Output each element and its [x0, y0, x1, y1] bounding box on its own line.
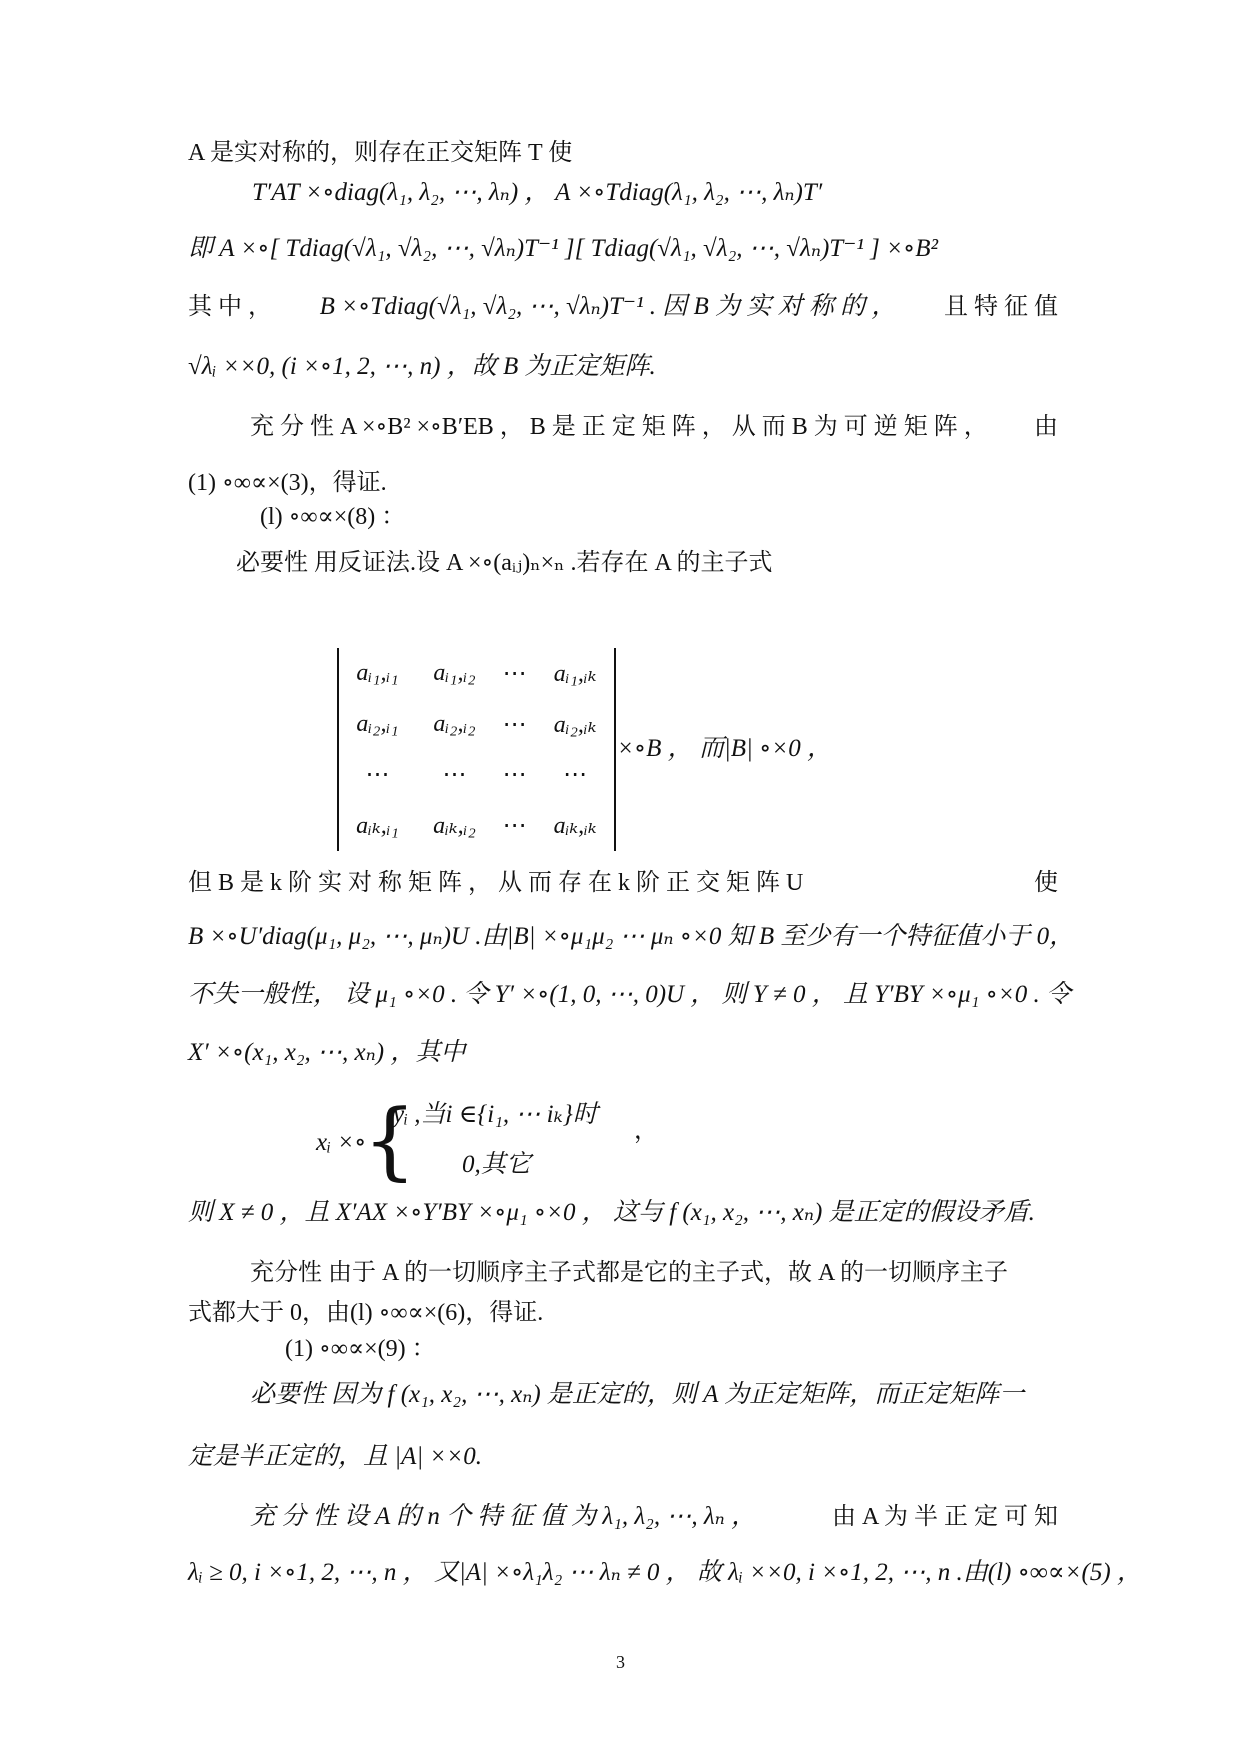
matrix-cell: aᵢₖ,ᵢ₂: [433, 813, 476, 840]
formula-fragment: xᵢ ×∘: [316, 1129, 367, 1156]
text-line: (1) ∘∞∝×(9) ：: [285, 1336, 436, 1362]
text-line: 式都大于 0，由(l) ∘∞∝×(6)，得证.: [188, 1300, 544, 1326]
text-fragment: 且 特 征 值: [944, 294, 1058, 320]
formula-fragment: 充 分 性 设 A 的 n 个 特 征 值 为 λ₁, λ₂, ⋯, λₙ ，: [250, 1503, 757, 1530]
formula-line: T′AT ×∘diag(λ₁, λ₂, ⋯, λₙ) ， A ×∘Tdiag(λ₁, λ₂, ⋯, λₙ)T′: [252, 179, 823, 206]
matrix-cell: aᵢ₁,ᵢ₂: [433, 659, 476, 686]
text-line: A 是实对称的，则存在正交矩阵 T 使: [188, 140, 573, 166]
formula-line: 必要性 因为 f (x₁, x₂, ⋯, xₙ) 是正定的，则 A 为正定矩阵，而正定矩阵一: [250, 1381, 1025, 1408]
formula-line: 不失一般性， 设 μ₁ ∘×0 . 令 Y′ ×∘(1, 0, ⋯, 0)U ， 则 Y ≠ 0 ， 且 Y′BY ×∘μ₁ ∘×0 . 令: [188, 981, 1071, 1008]
formula-line: 即 A ×∘[ Tdiag(√λ₁, √λ₂, ⋯, √λₙ)T⁻¹ ][ Tdiag(√λ₁, √λ₂, ⋯, √λₙ)T⁻¹ ] ×∘B²: [188, 235, 939, 262]
text-line: [250, 1500, 1058, 1534]
matrix-cell: ⋯: [365, 762, 390, 789]
text-line: (1) ∘∞∝×(3)，得证.: [188, 470, 387, 496]
text-fragment: 由 A 为 半 正 定 可 知: [831, 1504, 1058, 1530]
text-line: [250, 410, 1058, 444]
matrix-cell: aᵢ₂,ᵢₖ: [553, 711, 597, 738]
brace-glyph: {: [363, 1091, 417, 1189]
matrix-cell: ⋯: [502, 762, 527, 789]
text-line: (l) ∘∞∝×(8) ：: [260, 504, 406, 530]
formula-line: √λᵢ ××0, (i ×∘1, 2, ⋯, n) ，故 B 为正定矩阵.: [188, 353, 656, 380]
text-fragment: 但 B 是 k 阶 实 对 称 矩 阵 ， 从 而 存 在 k 阶 正 交 矩 阵 U: [188, 870, 804, 896]
formula-line: X′ ×∘(x₁, x₂, ⋯, xₙ) ，其中: [188, 1039, 466, 1066]
formula-fragment: ×∘B ， 而|B| ∘×0 ，: [617, 735, 833, 762]
text-fragment: 使: [1034, 870, 1058, 896]
page-number: 3: [616, 1652, 625, 1672]
formula-line: 定是半正定的，且 |A| ××0.: [188, 1443, 483, 1470]
matrix-cell: ⋯: [502, 660, 527, 687]
matrix-cell: aᵢ₁,ᵢ₁: [356, 659, 399, 686]
formula-line: λᵢ ≥ 0, i ×∘1, 2, ⋯, n ， 又|A| ×∘λ₁λ₂ ⋯ λₙ ≠ 0 ， 故 λᵢ ××0, i ×∘1, 2, ⋯, n .由(l) ∘∞∝×(5) ，: [188, 1559, 1142, 1586]
text-line: [188, 866, 1058, 900]
formula-line: B ×∘U′diag(μ₁, μ₂, ⋯, μₙ)U .由|B| ×∘μ₁μ₂ ⋯ μₙ ∘×0 知 B 至少有一个特征值小于 0，: [188, 923, 1075, 950]
text-fragment: 充 分 性 A ×∘B² ×∘B′EB ， B 是 正 定 矩 阵 ， 从 而 B 为 可 逆 矩 阵 ，: [250, 414, 988, 440]
matrix-cell: ⋯: [502, 813, 527, 840]
formula-line: 则 X ≠ 0 ，且 X′AX ×∘Y′BY ×∘μ₁ ∘×0 ， 这与 f (x₁, x₂, ⋯, xₙ) 是正定的假设矛盾.: [188, 1199, 1035, 1226]
text-line: 必要性 用反证法.设 A ×∘(aᵢⱼ)ₙ×ₙ .若存在 A 的主子式: [236, 550, 773, 576]
determinant-matrix: [337, 648, 616, 851]
matrix-cell: aᵢₖ,ᵢ₁: [356, 813, 399, 840]
matrix-cell: ⋯: [502, 711, 527, 738]
formula-fragment: yᵢ ,当i ∈{i₁, ⋯ iₖ}时: [393, 1101, 598, 1128]
matrix-cell: aᵢₖ,ᵢₖ: [553, 813, 597, 840]
text-fragment: 由: [1034, 414, 1058, 440]
text-line: 充分性 由于 A 的一切顺序主子式都是它的主子式，故 A 的一切顺序主子: [250, 1260, 1009, 1286]
formula-fragment: 0,其它: [462, 1151, 531, 1178]
text-fragment: 其 中 ，: [188, 294, 272, 320]
text-line: [188, 290, 1058, 324]
text-fragment: ，: [634, 1118, 658, 1144]
matrix-cell: aᵢ₁,ᵢₖ: [553, 660, 597, 687]
matrix-cell: aᵢ₂,ᵢ₂: [433, 710, 476, 737]
formula-fragment: B ×∘Tdiag(√λ₁, √λ₂, ⋯, √λₙ)T⁻¹ . 因 B 为 实 对 称 的 ，: [319, 293, 897, 320]
matrix-cell: ⋯: [442, 762, 467, 789]
matrix-cell: ⋯: [563, 762, 588, 789]
matrix-cell: aᵢ₂,ᵢ₁: [356, 710, 399, 737]
